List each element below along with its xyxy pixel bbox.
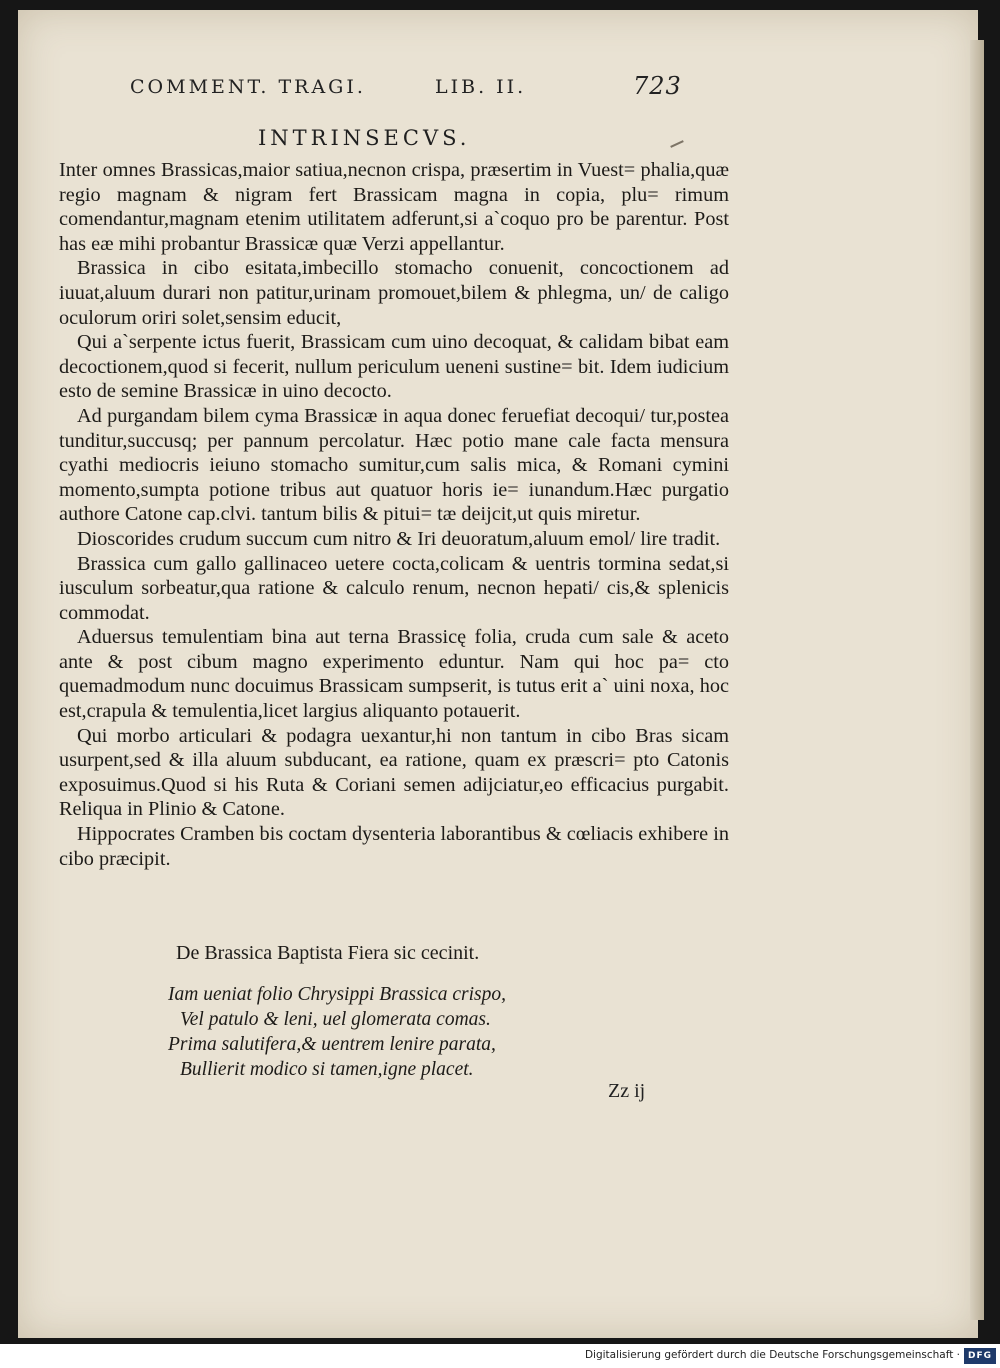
poem-intro: De Brassica Baptista Fiera sic cecinit.	[176, 942, 480, 964]
paragraph: Qui a`serpente ictus fuerit, Brassicam cum uino decoquat, & calidam bibat eam decoctionem,quod si fecerit, nullum periculum ueneni sustine= bit. Idem iudicium esto de semine Brassicæ in uino decocto.	[59, 331, 729, 403]
book-page	[18, 10, 978, 1338]
dfg-logo: DFG	[964, 1348, 996, 1364]
running-title: COMMENT. TRAGI.	[130, 76, 366, 98]
paragraph: Brassica in cibo esitata,imbecillo stomacho conuenit, concoctionem ad iuuat,aluum durari non patitur,urinam promouet,bilem & phlegma, un/ de caligo oculorum oriri solet,sensim educit,	[59, 257, 729, 329]
paragraph: Hippocrates Cramben bis coctam dysenteria laborantibus & cœliacis exhibere in cibo præcipit.	[59, 823, 729, 870]
paragraph: Brassica cum gallo gallinaceo uetere cocta,colicam & uentris tormina sedat,si iusculum sorbeatur,qua ratione & calculo renum, necnon hepati/ cis,& splenicis commodat.	[59, 552, 729, 624]
paragraph: Qui morbo articulari & podagra uexantur,hi non tantum in cibo Bras sicam usurpent,sed & illa aluum subducant, ea ratione, quam ex præscri= pto Catonis exposuimus.Quod si his Ruta & Coriani semen adijciatur,eo efficacius purgabit. Reliqua in Plinio & Catone.	[59, 724, 729, 821]
poem-line: Iam ueniat folio Chrysippi Brassica crispo,	[168, 984, 506, 1005]
funding-notice: Digitalisierung gefördert durch die Deutsche Forschungsgemeinschaft ·	[584, 1349, 960, 1361]
page-edge	[970, 40, 984, 1320]
digitization-footer	[0, 1344, 1000, 1368]
body-text	[59, 158, 729, 871]
catchword-signature: Zz ij	[608, 1080, 646, 1102]
poem-line: Prima salutifera,& uentrem lenire parata,	[168, 1034, 496, 1055]
poem-line: Bullierit modico si tamen,igne placet.	[180, 1059, 474, 1080]
paragraph: Ad purgandam bilem cyma Brassicæ in aqua donec feruefiat decoqui/ tur,postea tunditur,succusq; per pannum percolatur. Hæc potio mane cale facta mensura cyathi mediocris ieiuno stomacho sumitur,cum salis mica, & Romani cymini momento,sumpta potione tribus aut quatuor horis ie= iunandum.Hæc purgatio authore Catone cap.clvi. tantum bilis & pitui= tæ deijcit,ut quis miretur.	[59, 404, 729, 526]
poem-line: Vel patulo & leni, uel glomerata comas.	[180, 1009, 491, 1030]
paragraph: Inter omnes Brassicas,maior satiua,necnon crispa, præsertim in Vuest= phalia,quæ regio magnam & nigram fert Brassicam magna in copia, plu= rimum comendantur,magnam etenim utilitatem adferunt,si a`coquo pro be parentur. Post has eæ mihi probantur Brassicæ quæ Verzi appellantur.	[59, 159, 729, 255]
book-number: LIB. II.	[435, 76, 527, 98]
folio-number: 723	[633, 72, 682, 100]
poem	[168, 982, 506, 1082]
paragraph: Dioscorides crudum succum cum nitro & Iri deuoratum,aluum emol/ lire tradit.	[77, 527, 721, 550]
section-title: INTRINSECVS.	[258, 126, 471, 150]
paragraph: Aduersus temulentiam bina aut terna Brassicę folia, cruda cum sale & aceto ante & post cibum magno experimento eduntur. Nam qui hoc pa= cto quemadmodum nunc docuimus Brassicam sumpserit, is tutus erit a` uini noxa, hoc est,crapula & temulentia,licet largius aliquanto potauerit.	[59, 626, 729, 723]
ink-mark	[670, 140, 684, 148]
